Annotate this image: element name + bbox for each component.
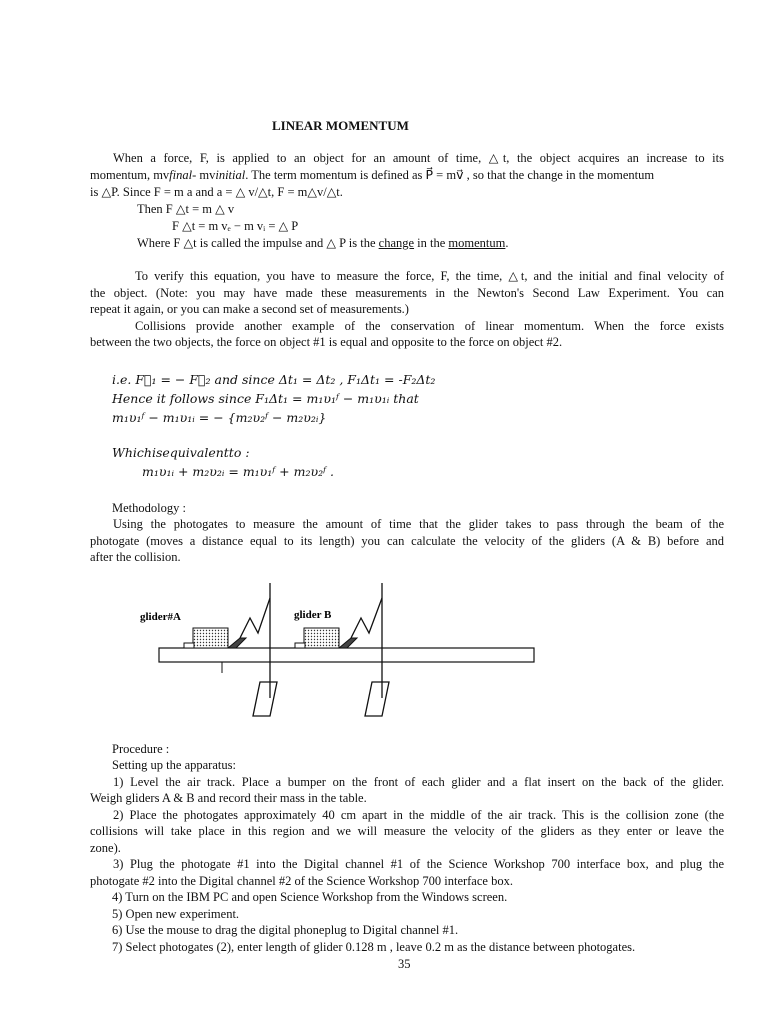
- methodology-line-1: Using the photogates to measure the amount of time that the glider takes to pass through the beam of the: [113, 517, 724, 531]
- intro-line-5: F △t = m vₑ − m vᵢ = △ P: [172, 219, 299, 233]
- intro-line-2-final: final: [169, 168, 193, 182]
- step-3-a: 3) Plug the photogate #1 into the Digital channel #1 of the Science Workshop 700 interface box, and plug the: [113, 857, 724, 871]
- step-7: 7) Select photogates (2), enter length of glider 0.128 m , leave 0.2 m as the distance between photogates.: [112, 940, 636, 954]
- step-6: 6) Use the mouse to drag the digital phoneplug to Digital channel #1.: [112, 923, 459, 937]
- intro-line-6-a: Where F △t is called the impulse and △ P is the: [137, 236, 379, 250]
- glider-b: [295, 628, 357, 648]
- intro-line-2: [90, 167, 654, 183]
- methodology-line-3: after the collision.: [90, 550, 181, 564]
- intro-line-2-initial: initial: [215, 168, 246, 182]
- intro-line-2-e: . The term momentum is defined as P⃗ = mv⃗ , so that the change in the momentum: [245, 168, 655, 182]
- equation-1: i.e. F⃗₁ = − F⃗₂ and since Δt₁ = Δt₂ , F₁Δt₁ = -F₂Δt₂: [112, 372, 436, 387]
- intro-line-6: [137, 235, 509, 251]
- step-1-b: Weigh gliders A & B and record their mass in the table.: [90, 791, 367, 805]
- verify-line-3: repeat it again, or you can make a second set of measurements.): [90, 302, 409, 316]
- change-word: change: [378, 236, 415, 250]
- intro-line-2-a: momentum, mv: [90, 168, 170, 182]
- step-2-c: zone).: [90, 841, 121, 855]
- verify-line-2: the object. (Note: you may have made these measurements in the Newton's Second Law Experiment. You can: [90, 286, 724, 300]
- intro-line-4: Then F △t = m △ v: [137, 202, 235, 216]
- air-track-diagram: [130, 578, 550, 723]
- intro-line-2-c: - mv: [192, 168, 216, 182]
- glider-a: [184, 628, 246, 648]
- intro-line-6-c: in the: [414, 236, 449, 250]
- glider-b-label: glider B: [294, 609, 332, 621]
- verify-line-5: between the two objects, the force on object #1 is equal and opposite to the force on object #2.: [90, 335, 563, 349]
- verify-line-4: Collisions provide another example of the conservation of linear momentum. When the force exists: [135, 319, 724, 333]
- step-2-a: 2) Place the photogates approximately 40 cm apart in the middle of the air track. This is the collision zone (the: [113, 808, 724, 822]
- verify-line-1: To verify this equation, you have to measure the force, F, the time, △t, and the initial and final velocity of: [135, 269, 724, 283]
- methodology-heading: Methodology :: [112, 501, 186, 515]
- methodology-line-2: photogate (moves a distance equal to its length) you can calculate the velocity of the gliders (A & B) before and: [90, 534, 724, 548]
- page-number: 35: [398, 957, 411, 971]
- intro-line-1: When a force, F, is applied to an object for an amount of time, △t, the object acquires an increase to its: [113, 151, 724, 165]
- step-4: 4) Turn on the IBM PC and open Science Workshop from the Windows screen.: [112, 890, 508, 904]
- equation-2: Hence it follows since F₁Δt₁ = m₁υ₁ᶠ − m₁υ₁ᵢ that: [112, 391, 419, 406]
- step-2-b: collisions will take place in this region and we will measure the velocity of the gliders as they enter or leave the: [90, 824, 724, 838]
- equation-5: m₁υ₁ᵢ + m₂υ₂ᵢ = m₁υ₁ᶠ + m₂υ₂ᶠ .: [142, 464, 334, 479]
- air-track: [159, 648, 534, 662]
- procedure-setup: Setting up the apparatus:: [112, 758, 236, 772]
- procedure-heading: Procedure :: [112, 742, 170, 756]
- momentum-word: momentum: [448, 236, 506, 250]
- page-title: LINEAR MOMENTUM: [272, 118, 409, 133]
- step-5: 5) Open new experiment.: [112, 907, 240, 921]
- step-3-b: photogate #2 into the Digital channel #2 of the Science Workshop 700 interface box.: [90, 874, 513, 888]
- equation-3: m₁υ₁ᶠ − m₁υ₁ᵢ = − {m₂υ₂ᶠ − m₂υ₂ᵢ}: [112, 410, 327, 425]
- equation-4-label: Whichisequivalentto :: [112, 445, 250, 460]
- intro-line-3: is △P. Since F = m a and a = △ v/△t, F = m△v/△t.: [90, 185, 343, 199]
- step-1-a: 1) Level the air track. Place a bumper on the front of each glider and a flat insert on the back of the glider.: [113, 775, 724, 789]
- glider-a-label: glider#A: [140, 611, 181, 623]
- intro-line-6-e: .: [505, 236, 509, 250]
